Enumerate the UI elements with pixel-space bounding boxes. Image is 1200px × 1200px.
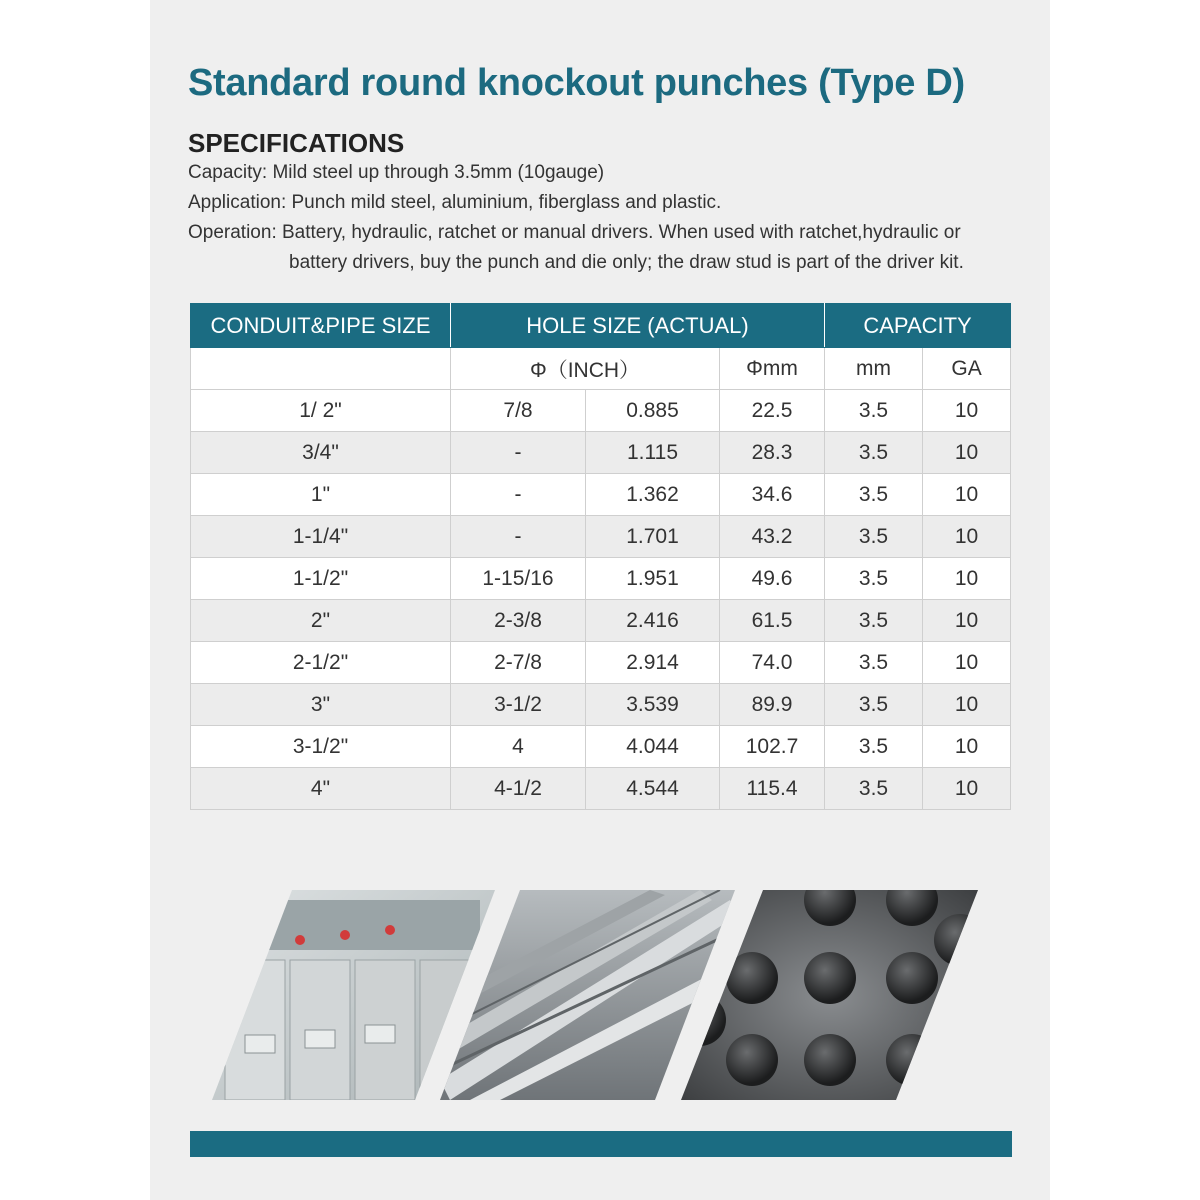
cell-ga: 10 [923, 684, 1011, 726]
table-row [191, 600, 1011, 642]
specifications-heading: SPECIFICATIONS [188, 128, 405, 158]
cell-inch: 0.885 [586, 390, 720, 432]
subheader-mm: mm [825, 348, 923, 390]
cell-phi-mm: 61.5 [720, 600, 825, 642]
table-row [191, 516, 1011, 558]
cell-mm: 3.5 [825, 432, 923, 474]
cell-frac: - [451, 474, 586, 516]
cell-inch: 1.951 [586, 558, 720, 600]
cell-ga: 10 [923, 516, 1011, 558]
cell-mm: 3.5 [825, 474, 923, 516]
cell-inch: 4.044 [586, 726, 720, 768]
cell-frac: - [451, 516, 586, 558]
cell-size: 1-1/4" [191, 516, 451, 558]
subheader-blank [191, 348, 451, 390]
cell-inch: 1.362 [586, 474, 720, 516]
footer-accent-bar [190, 1131, 1012, 1157]
cell-phi-mm: 74.0 [720, 642, 825, 684]
cell-frac: 2-7/8 [451, 642, 586, 684]
table-row [191, 684, 1011, 726]
cell-mm: 3.5 [825, 726, 923, 768]
table-row [191, 642, 1011, 684]
cell-phi-mm: 43.2 [720, 516, 825, 558]
spec-table [190, 303, 1011, 810]
cell-frac: 7/8 [451, 390, 586, 432]
cell-ga: 10 [923, 642, 1011, 684]
header-capacity: CAPACITY [825, 304, 1011, 348]
cell-frac: - [451, 432, 586, 474]
cell-ga: 10 [923, 474, 1011, 516]
cell-size: 3-1/2" [191, 726, 451, 768]
cell-inch: 4.544 [586, 768, 720, 810]
subheader-inch: Φ（INCH） [451, 348, 720, 390]
spec-operation: Operation: Battery, hydraulic, ratchet or manual drivers. When used with ratchet,hydraulic or [188, 222, 961, 243]
spec-capacity: Capacity: Mild steel up through 3.5mm (10gauge) [188, 162, 605, 183]
cell-phi-mm: 49.6 [720, 558, 825, 600]
cell-ga: 10 [923, 600, 1011, 642]
cell-size: 3/4" [191, 432, 451, 474]
cell-ga: 10 [923, 390, 1011, 432]
cell-size: 2-1/2" [191, 642, 451, 684]
subheader-phi-mm: Φmm [720, 348, 825, 390]
cell-size: 4" [191, 768, 451, 810]
table-row [191, 768, 1011, 810]
cell-size: 1" [191, 474, 451, 516]
cell-size: 2" [191, 600, 451, 642]
cell-mm: 3.5 [825, 600, 923, 642]
spec-operation-continued: battery drivers, buy the punch and die only; the draw stud is part of the driver kit. [289, 252, 964, 273]
cell-inch: 2.416 [586, 600, 720, 642]
cell-size: 1/ 2" [191, 390, 451, 432]
cell-size: 3" [191, 684, 451, 726]
cell-phi-mm: 34.6 [720, 474, 825, 516]
cell-phi-mm: 115.4 [720, 768, 825, 810]
table-row [191, 726, 1011, 768]
cell-phi-mm: 28.3 [720, 432, 825, 474]
cell-phi-mm: 89.9 [720, 684, 825, 726]
header-hole-size: HOLE SIZE (ACTUAL) [451, 304, 825, 348]
cell-inch: 1.701 [586, 516, 720, 558]
cell-frac: 1-15/16 [451, 558, 586, 600]
cell-mm: 3.5 [825, 558, 923, 600]
table-row [191, 390, 1011, 432]
table-row [191, 558, 1011, 600]
cell-frac: 4-1/2 [451, 768, 586, 810]
page-title: Standard round knockout punches (Type D) [188, 62, 965, 104]
cell-phi-mm: 22.5 [720, 390, 825, 432]
cell-inch: 1.115 [586, 432, 720, 474]
cell-frac: 2-3/8 [451, 600, 586, 642]
cell-frac: 4 [451, 726, 586, 768]
cell-mm: 3.5 [825, 684, 923, 726]
cell-mm: 3.5 [825, 642, 923, 684]
cell-inch: 3.539 [586, 684, 720, 726]
cell-ga: 10 [923, 768, 1011, 810]
cell-mm: 3.5 [825, 516, 923, 558]
cell-ga: 10 [923, 432, 1011, 474]
spec-application: Application: Punch mild steel, aluminium, fiberglass and plastic. [188, 192, 722, 213]
cell-ga: 10 [923, 558, 1011, 600]
cell-inch: 2.914 [586, 642, 720, 684]
cell-size: 1-1/2" [191, 558, 451, 600]
cell-mm: 3.5 [825, 768, 923, 810]
subheader-ga: GA [923, 348, 1011, 390]
cell-mm: 3.5 [825, 390, 923, 432]
cell-phi-mm: 102.7 [720, 726, 825, 768]
cell-ga: 10 [923, 726, 1011, 768]
header-conduit-size: CONDUIT&PIPE SIZE [191, 304, 451, 348]
cell-frac: 3-1/2 [451, 684, 586, 726]
table-row [191, 432, 1011, 474]
table-row [191, 474, 1011, 516]
